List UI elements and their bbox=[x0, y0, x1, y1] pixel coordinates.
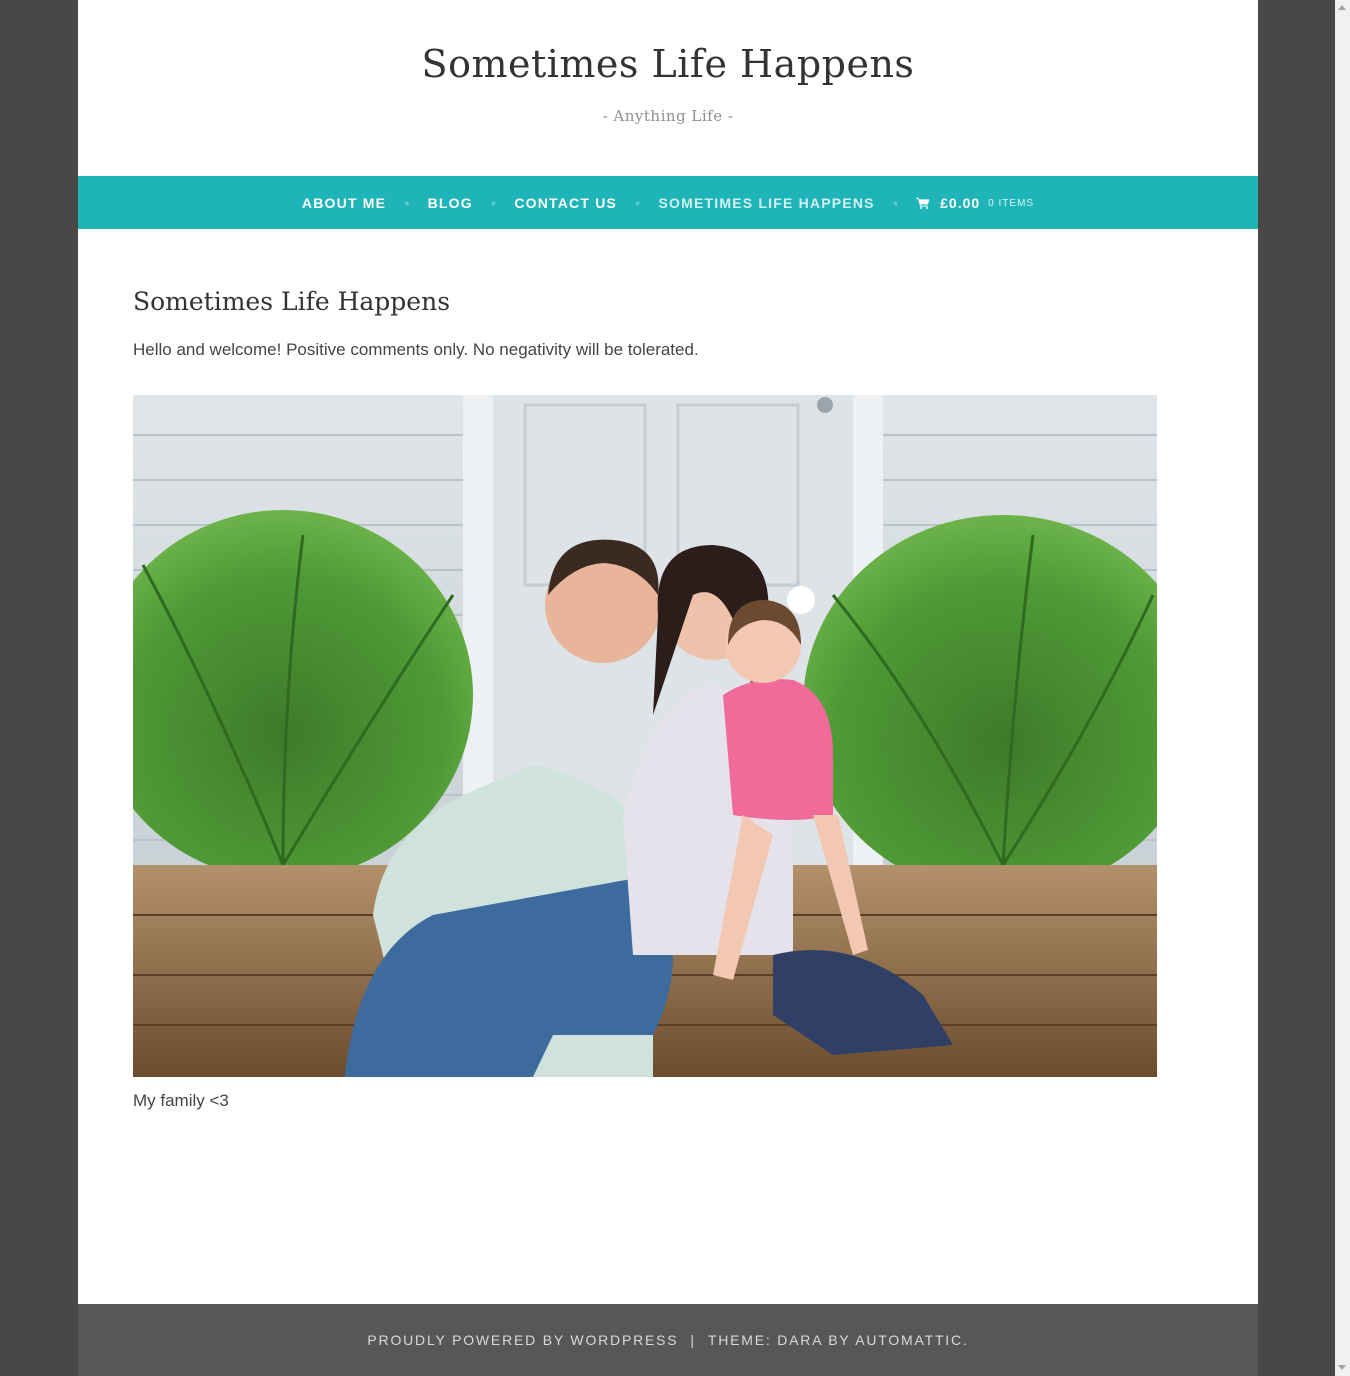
site-footer bbox=[78, 1304, 1258, 1376]
nav-separator: ● bbox=[490, 197, 497, 208]
nav-item-blog[interactable]: BLOG bbox=[427, 194, 473, 211]
site-header bbox=[78, 0, 1258, 176]
nav-item-sometimes-life-happens[interactable]: SOMETIMES LIFE HAPPENS bbox=[658, 194, 875, 211]
photo-caption: My family <3 bbox=[133, 1091, 229, 1110]
site-title[interactable]: Sometimes Life Happens bbox=[421, 42, 915, 86]
footer-divider: | bbox=[690, 1332, 696, 1348]
main-navigation bbox=[78, 176, 1258, 229]
vertical-scrollbar[interactable] bbox=[1335, 0, 1350, 1376]
nav-separator: ● bbox=[635, 197, 641, 208]
theme-credit-link[interactable]: THEME: DARA BY AUTOMATTIC. bbox=[707, 1332, 969, 1348]
nav-separator: ● bbox=[892, 197, 899, 208]
family-photo[interactable] bbox=[133, 395, 1157, 1077]
scroll-up-arrow-icon[interactable] bbox=[1338, 5, 1346, 10]
nav-separator: ● bbox=[404, 197, 410, 208]
cart-amount: £0.00 bbox=[940, 194, 981, 211]
powered-by-wordpress-link[interactable]: PROUDLY POWERED BY WORDPRESS bbox=[367, 1332, 679, 1348]
site-tagline: - Anything Life - bbox=[602, 107, 734, 125]
nav-item-about-me[interactable]: ABOUT ME bbox=[301, 194, 387, 211]
entry-intro-text: Hello and welcome! Positive comments only. No negativity will be tolerated. bbox=[133, 340, 699, 359]
cart-icon bbox=[916, 197, 930, 209]
nav-item-contact-us[interactable]: CONTACT US bbox=[514, 194, 618, 211]
scroll-down-arrow-icon[interactable] bbox=[1338, 1365, 1346, 1370]
cart-item-count: 0 ITEMS bbox=[988, 198, 1035, 209]
page-container bbox=[78, 0, 1258, 1376]
entry-title: Sometimes Life Happens bbox=[133, 287, 451, 316]
cart-link[interactable] bbox=[916, 195, 1034, 211]
